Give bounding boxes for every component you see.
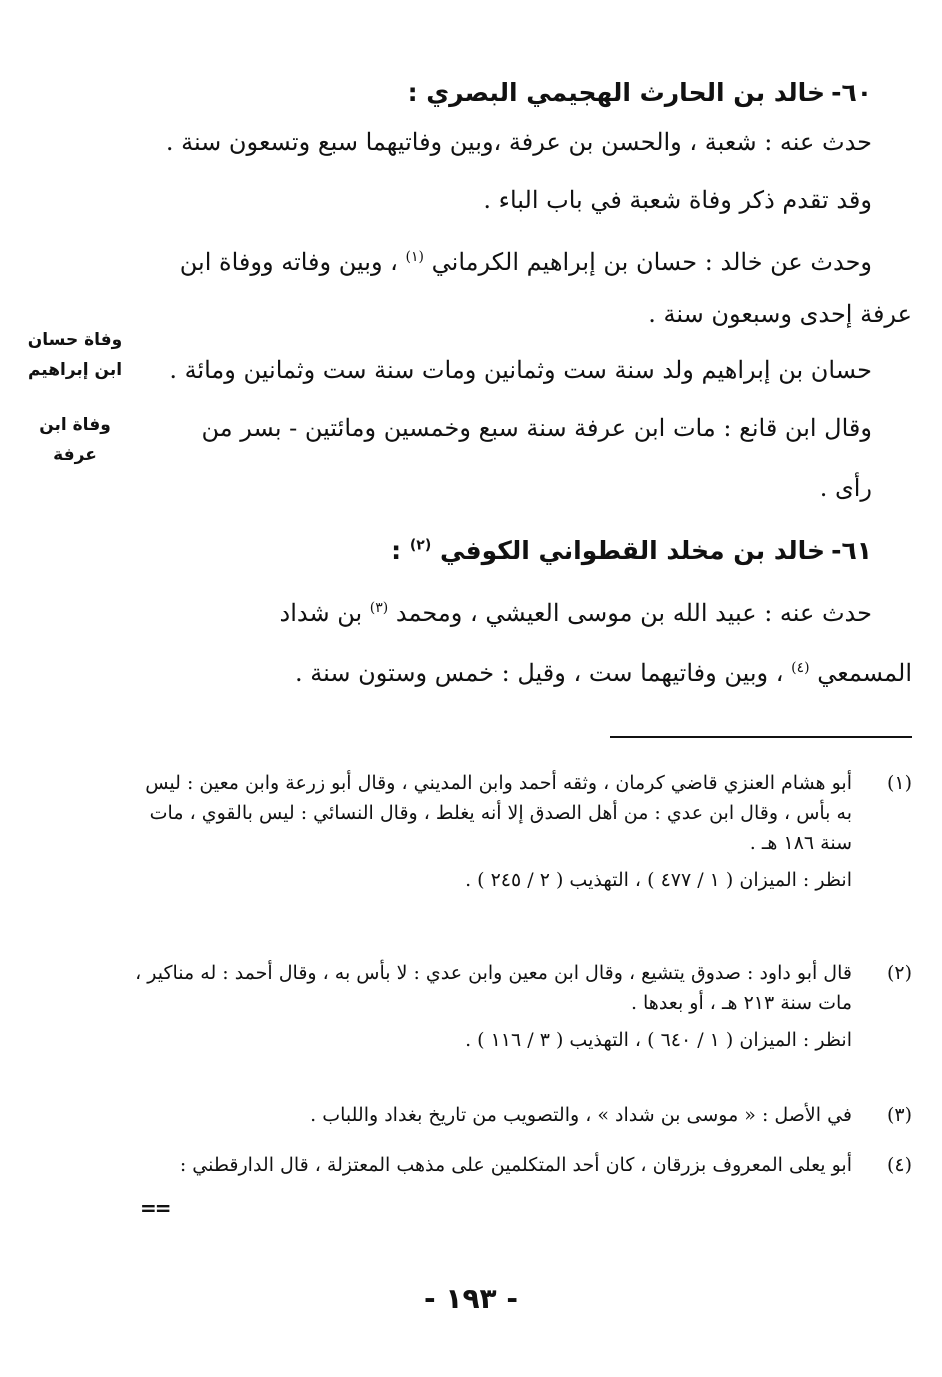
- entry-60-line-2: وقد تقدم ذكر وفاة شعبة في باب الباء .: [483, 186, 872, 214]
- footnote-ref-1[interactable]: (١): [405, 249, 425, 265]
- footnote-1-text: أبو هشام العنزي قاضي كرمان ، وثقه أحمد وابن المديني ، وقال أبو زرعة وابن معين : ليس به بأس ، وقال ابن عدي : من أهل الصدق إلا أنه يغلط ، وقال النسائي : ليس بالقوي ، مات سنة ١٨٦ هـ .: [145, 772, 852, 854]
- footnote-2-text: قال أبو داود : صدوق يتشيع ، وقال ابن معين وابن عدي : لا بأس به ، وقال أحمد : له مناكير ، مات سنة ٢١٣ هـ ، أو بعدها .: [135, 962, 852, 1014]
- entry-60-line-4: عرفة إحدى وسبعون سنة .: [648, 300, 912, 328]
- entry-61-line-1: [132, 592, 872, 629]
- footnote-2-number: (٢): [886, 962, 912, 984]
- entry-60-heading: [132, 78, 872, 107]
- margin-note-ibn-arafa-death: وفاة ابن عرفة: [39, 415, 111, 465]
- footnote-2: [132, 958, 912, 1062]
- entry-61-title: خالد بن مخلد القطواني الكوفي: [439, 536, 826, 565]
- entry-60-line-3: [132, 241, 872, 278]
- margin-note-hassan-death: وفاة حسان ابن إبراهيم: [27, 330, 123, 380]
- entry-61-line-2-text: المسمعي: [817, 659, 912, 687]
- footnote-1-number: (١): [886, 772, 912, 794]
- entry-60-line-1: حدث عنه : شعبة ، والحسن بن عرفة ،وبين وفاتيهما سبع وتسعون سنة .: [165, 128, 872, 156]
- footnote-3: [132, 1100, 912, 1137]
- footnote-1: [132, 768, 912, 902]
- entry-60-line-7: رأى .: [819, 474, 872, 502]
- footnote-separator: [610, 736, 912, 738]
- footnote-4-number: (٤): [886, 1154, 912, 1176]
- entry-61-number: ٦١-: [831, 536, 872, 565]
- footnote-1-source: انظر : الميزان ( ١ / ٤٧٧ ) ، التهذيب ( ٢ / ٢٤٥ ) .: [465, 869, 852, 891]
- footnote-ref-2[interactable]: (٢): [409, 537, 432, 554]
- footnote-3-number: (٣): [886, 1104, 912, 1126]
- entry-60-line-6: وقال ابن قانع : مات ابن عرفة سنة سبع وخمسين ومائتين - بسر من: [201, 414, 872, 442]
- entry-60-title: خالد بن الحارث الهجيمي البصري :: [407, 78, 826, 107]
- footnote-2-source: انظر : الميزان ( ١ / ٦٤٠ ) ، التهذيب ( ٣ / ١١٦ ) .: [465, 1029, 852, 1051]
- footnote-4-text: أبو يعلى المعروف بزرقان ، كان أحد المتكلمين على مذهب المعتزلة ، قال الدارقطني :: [179, 1154, 852, 1176]
- entry-61-line-1-text: حدث عنه : عبيد الله بن موسى العيشي ، ومحمد: [395, 599, 872, 627]
- footnote-ref-3[interactable]: (٣): [369, 600, 389, 616]
- entry-61-line-2-rest: ، وبين وفاتيهما ست ، وقيل : خمس وستون سنة .: [295, 659, 784, 687]
- entry-60-line-5: حسان بن إبراهيم ولد سنة ست وثمانين ومات سنة ست وثمانين ومائة .: [169, 356, 872, 384]
- entry-61-line-1-rest: بن شداد: [279, 599, 363, 627]
- entry-61-colon: :: [391, 536, 402, 565]
- footnote-4: [132, 1150, 912, 1187]
- entry-60-number: ٦٠-: [831, 78, 872, 107]
- footnote-3-text: في الأصل : « موسى بن شداد » ، والتصويب من تاريخ بغداد واللباب .: [310, 1104, 852, 1126]
- entry-61-heading: [132, 536, 872, 565]
- entry-60-line-3-text: وحدث عن خالد : حسان بن إبراهيم الكرماني: [431, 248, 872, 276]
- entry-60-line-3-rest: ، وبين وفاته ووفاة ابن: [179, 248, 398, 276]
- page-number: - ١٩٣ -: [423, 1282, 519, 1315]
- footnote-ref-4[interactable]: (٤): [791, 660, 810, 676]
- continuation-mark: ==: [140, 1196, 170, 1220]
- entry-61-line-2: [132, 652, 912, 689]
